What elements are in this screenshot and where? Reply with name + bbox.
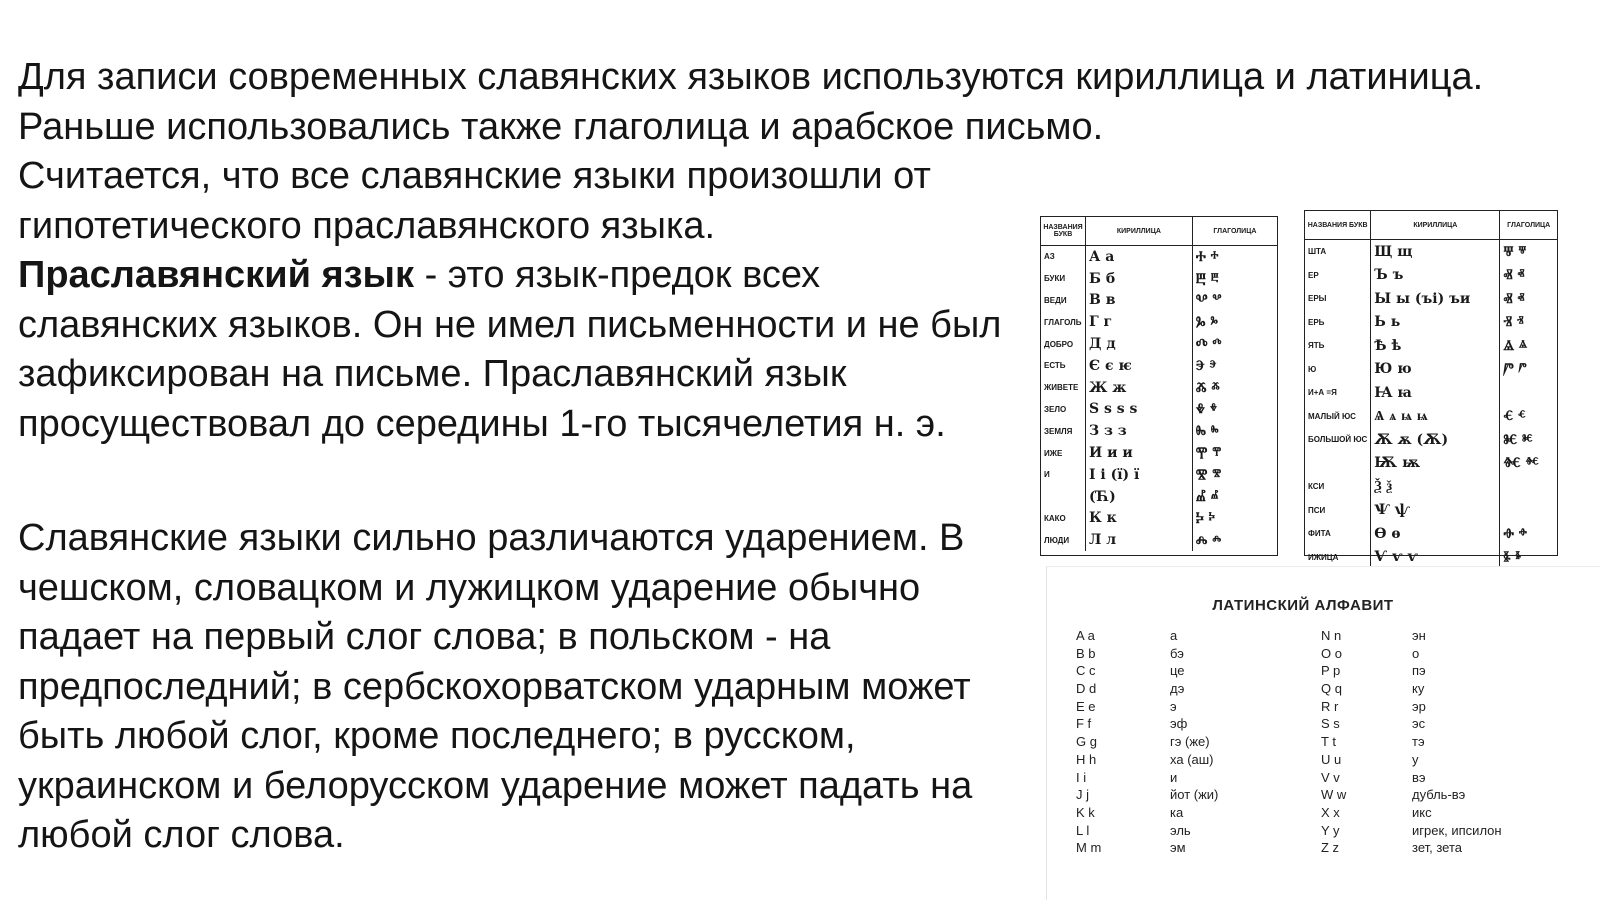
glagolitic-cell — [1500, 475, 1557, 499]
table-row — [1305, 452, 1557, 476]
letter-name-cell: ПСИ — [1305, 499, 1371, 523]
latin-letter: B b — [1076, 645, 1096, 661]
glagolitic-cell: Ⰶ ⰶ — [1195, 379, 1220, 396]
glagolitic-cell: Ⱔ ⱔ — [1503, 408, 1526, 425]
latin-letter-name: йот (жи) — [1170, 787, 1219, 803]
letter-name-cell: ЖИВЕТЕ — [1041, 377, 1086, 399]
table-row — [1305, 428, 1557, 452]
cyrillic-cell: (Ћ) — [1086, 486, 1193, 508]
cyrillic-cell: В в — [1086, 290, 1193, 312]
table-row — [1041, 268, 1277, 290]
latin-letter: D d — [1076, 681, 1097, 697]
latin-letter-name: вэ — [1412, 769, 1426, 785]
cyrillic-cell: З з з — [1086, 420, 1193, 442]
latin-letter-name: дэ — [1170, 681, 1185, 697]
latin-letter: T t — [1321, 734, 1336, 750]
letter-name-cell: ЕРЫ — [1305, 287, 1371, 311]
table-row — [1041, 442, 1277, 464]
letter-name-cell: ЕСТЬ — [1041, 355, 1086, 377]
latin-letter: J j — [1076, 787, 1089, 803]
latin-letter: V v — [1321, 769, 1340, 785]
latin-letter: R r — [1321, 698, 1339, 714]
cyrillic-cell: Ѕ ѕ ѕ ѕ — [1086, 399, 1193, 421]
cyrillic-cell: Ы ы (ъі) ъи — [1371, 287, 1500, 311]
table-row — [1041, 486, 1277, 508]
cyrillic-cell: Д д — [1086, 333, 1193, 355]
latin-letter: Q q — [1321, 681, 1342, 697]
table-row — [1305, 334, 1557, 358]
cyrillic-cell: Ь ь — [1371, 311, 1500, 335]
glagolitic-cell: Ⰽ ⰽ — [1195, 510, 1215, 527]
latin-letter: N n — [1321, 628, 1342, 643]
latin-letter: G g — [1076, 734, 1097, 750]
latin-letter: H h — [1076, 751, 1097, 767]
table-row — [1305, 499, 1557, 523]
latin-letter: M m — [1076, 840, 1102, 856]
table-row — [1305, 311, 1557, 335]
cyrillic-cell: Ꙗ ꙗ — [1371, 381, 1500, 405]
header-cyrillic: КИРИЛЛИЦА — [1086, 217, 1193, 246]
cyrillic-cell: Ѫ ѫ (Ѫ) — [1371, 428, 1500, 452]
cyrillic-cell: Ѧ ѧ ѩ ѩ — [1371, 405, 1500, 429]
letter-name-cell: ЕР — [1305, 264, 1371, 288]
latin-letter: L l — [1076, 822, 1090, 838]
letter-name-cell: ФИТА — [1305, 522, 1371, 546]
latin-letter: S s — [1321, 716, 1340, 732]
table-row — [1305, 287, 1557, 311]
latin-letter-name: эр — [1412, 698, 1426, 714]
table-row — [1041, 464, 1277, 486]
letter-name-cell: ИЖЕ — [1041, 442, 1086, 464]
latin-alphabet-title: ЛАТИНСКИЙ АЛФАВИТ — [1212, 597, 1394, 614]
letter-name-cell: ЕРЬ — [1305, 311, 1371, 335]
letter-name-cell: ГЛАГОЛЬ — [1041, 311, 1086, 333]
cyrillic-cell: Ѱ ѱ — [1371, 499, 1500, 523]
table-row — [1305, 240, 1557, 264]
letter-name-cell: БОЛЬШОЙ ЮС — [1305, 428, 1371, 452]
table-row — [1041, 399, 1277, 421]
latin-letter-name: ку — [1412, 681, 1425, 697]
latin-letter-name: эн — [1412, 628, 1426, 643]
glagolitic-cell: Ⰷ ⰷ — [1195, 401, 1217, 418]
letter-name-cell: Ю — [1305, 358, 1371, 382]
latin-letter: C c — [1076, 663, 1096, 679]
old-alphabet-table-1 — [1040, 216, 1278, 556]
glagolitic-cell: Ⱙ ⱙ — [1503, 455, 1539, 472]
cyrillic-cell: К к — [1086, 508, 1193, 530]
latin-letter-name: э — [1170, 698, 1177, 714]
latin-letters-right — [1321, 627, 1346, 857]
table-row — [1305, 405, 1557, 429]
header-letter-names: НАЗВАНИЯ БУКВ — [1305, 211, 1371, 240]
header-glagolitic: ГЛАГОЛИЦА — [1500, 211, 1557, 240]
letter-name-cell: КАКО — [1041, 508, 1086, 530]
latin-letter: X x — [1321, 804, 1340, 820]
letter-name-cell: И+А =Я — [1305, 381, 1371, 405]
table-row — [1305, 381, 1557, 405]
latin-letter-name: дубль-вэ — [1412, 787, 1466, 803]
glagolitic-cell: Ⰸ ⰸ — [1195, 423, 1219, 440]
latin-letter-name: а — [1170, 628, 1178, 643]
header-letter-names: НАЗВАНИЯ БУКВ — [1041, 217, 1086, 246]
glagolitic-cell: Ⱓ ⱓ — [1503, 361, 1527, 378]
glagolitic-cell: Ⰼ ⰼ — [1195, 488, 1219, 505]
cyrillic-cell: Б б — [1086, 268, 1193, 290]
glagolitic-cell: Ⰰ ⰰ — [1195, 248, 1219, 265]
table-row — [1305, 264, 1557, 288]
glagolitic-cell: Ⱛ ⱛ — [1503, 549, 1521, 566]
glagolitic-cell: Ⰺ ⰺ — [1195, 466, 1222, 483]
table-row — [1305, 522, 1557, 546]
cyrillic-cell: Ъ ъ — [1371, 264, 1500, 288]
glagolitic-cell: Ⰱ ⰱ — [1195, 270, 1219, 287]
table-row — [1041, 508, 1277, 530]
cyrillic-cell: Г г — [1086, 311, 1193, 333]
letter-name-cell — [1305, 452, 1371, 476]
letter-name-cell: БУКИ — [1041, 268, 1086, 290]
latin-letter-name: гэ (же) — [1170, 734, 1210, 750]
latin-letter: Z z — [1321, 840, 1340, 856]
table-row — [1041, 246, 1277, 268]
latin-letter-name: пэ — [1412, 663, 1426, 679]
latin-letter-name: ха (аш) — [1170, 751, 1214, 767]
letter-name-cell: ЛЮДИ — [1041, 529, 1086, 551]
latin-letter: I i — [1076, 769, 1087, 785]
cyrillic-cell: И и и — [1086, 442, 1193, 464]
cyrillic-cell: А а — [1086, 246, 1193, 268]
header-glagolitic: ГЛАГОЛИЦА — [1192, 217, 1277, 246]
glagolitic-cell: Ⱐ ⱐ — [1503, 314, 1524, 331]
latin-letter-name: о — [1412, 645, 1420, 661]
glagolitic-cell: Ⰴ ⰴ — [1195, 336, 1222, 353]
cyrillic-cell: Ѭ ѭ — [1371, 452, 1500, 476]
latin-letter-name: ка — [1170, 804, 1184, 820]
glagolitic-cell: Ⱚ ⱚ — [1503, 525, 1527, 542]
cyrillic-cell: Ѳ ѳ — [1371, 522, 1500, 546]
latin-letter-name: икс — [1412, 804, 1432, 820]
latin-letter-name: и — [1170, 769, 1178, 785]
cyrillic-cell: Є є ѥ — [1086, 355, 1193, 377]
latin-letter-name: эф — [1170, 716, 1188, 732]
glagolitic-cell — [1500, 381, 1557, 405]
latin-letter-name: у — [1412, 751, 1419, 767]
letter-name-cell: АЗ — [1041, 246, 1086, 268]
latin-letter: P p — [1321, 663, 1341, 679]
header-cyrillic: КИРИЛЛИЦА — [1371, 211, 1500, 240]
letter-name-cell: ИЖИЦА — [1305, 546, 1371, 570]
glagolitic-cell: Ⰾ ⰾ — [1195, 532, 1222, 549]
table-row — [1041, 333, 1277, 355]
latin-letter-name: бэ — [1170, 645, 1184, 661]
latin-names-right — [1412, 627, 1502, 857]
paragraph-protoslavic-part2: - это язык-предок всех славянских языков. Он не имел письменности и не был зафиксирован на письме. Праславянский язык просуществовал до середины 1-го тысячелетия н. э. — [18, 254, 1002, 445]
latin-letter-name: эль — [1170, 822, 1191, 838]
glagolitic-cell: Ⱏ ⱏ — [1503, 267, 1525, 284]
glagolitic-cell — [1500, 499, 1557, 523]
letter-name-cell — [1041, 486, 1086, 508]
latin-letter-name: игрек, ипсилон — [1412, 822, 1502, 838]
paragraph-protoslavic — [18, 152, 1028, 449]
glagolitic-cell: Ⰲ ⰲ — [1195, 292, 1222, 309]
latin-letter-name: эс — [1412, 716, 1426, 732]
glagolitic-cell: Ⱋ ⱋ — [1503, 243, 1527, 260]
latin-letter: E e — [1076, 698, 1096, 714]
letter-name-cell: МАЛЫЙ ЮС — [1305, 405, 1371, 429]
latin-letters-left — [1076, 627, 1101, 857]
latin-letter: K k — [1076, 804, 1095, 820]
cyrillic-cell: Ю ю — [1371, 358, 1500, 382]
letter-name-cell: И — [1041, 464, 1086, 486]
latin-letter-name: эм — [1170, 840, 1186, 856]
table-row — [1041, 377, 1277, 399]
letter-name-cell: ДОБРО — [1041, 333, 1086, 355]
glagolitic-cell: Ⱏ ⱏ — [1503, 290, 1525, 307]
latin-letter: Y y — [1321, 822, 1340, 838]
cyrillic-cell: Ж ж — [1086, 377, 1193, 399]
cyrillic-cell: Щ щ — [1371, 240, 1500, 264]
old-alphabet-table-2 — [1304, 210, 1558, 566]
glagolitic-cell: Ⰳ ⰳ — [1195, 314, 1218, 331]
latin-letter: O o — [1321, 645, 1342, 661]
cyrillic-cell: Ѵ ѵ ѵ — [1371, 546, 1500, 570]
latin-names-left — [1170, 627, 1218, 857]
paragraph-stress: Славянские языки сильно различаются ударением. В чешском, словацком и лужицком ударение обычно падает на первый слог слова; в польском - на предпоследний; в сербскохорватском ударным может быть любой слог, кроме последнего; в русском, украинском и белорусском ударение может падать на любой слог слова. — [18, 517, 973, 856]
cyrillic-cell: Ѣ ѣ — [1371, 334, 1500, 358]
glagolitic-cell: Ⰵ ⰵ — [1195, 357, 1217, 374]
latin-letter-name: зет, зета — [1412, 840, 1463, 856]
latin-letter: A a — [1076, 628, 1095, 643]
table-row — [1305, 358, 1557, 382]
latin-alphabet-panel — [1046, 566, 1600, 900]
table-row — [1305, 475, 1557, 499]
paragraph-protoslavic-part1: Считается, что все славянские языки произошли от гипотетического праславянского языка. — [18, 155, 931, 247]
latin-letter: W w — [1321, 787, 1347, 803]
latin-letter-name: тэ — [1412, 734, 1425, 750]
table-row — [1041, 355, 1277, 377]
glagolitic-cell: Ⱘ ⱘ — [1503, 431, 1533, 448]
glagolitic-cell: Ⱑ ⱑ — [1503, 337, 1528, 354]
paragraph-intro: Для записи современных славянских языков используются кириллица и латиница. Раньше использовались также глаголица и арабское письмо. — [18, 56, 1484, 148]
latin-letter: F f — [1076, 716, 1092, 732]
latin-letter: U u — [1321, 751, 1342, 767]
glagolitic-cell: Ⰹ ⰹ — [1195, 445, 1222, 462]
table-row — [1041, 290, 1277, 312]
letter-name-cell: ШТА — [1305, 240, 1371, 264]
cyrillic-cell: Л л — [1086, 529, 1193, 551]
letter-name-cell: ЯТЬ — [1305, 334, 1371, 358]
letter-name-cell: ЗЕЛО — [1041, 399, 1086, 421]
letter-name-cell: ВЕДИ — [1041, 290, 1086, 312]
letter-name-cell: ЗЕМЛЯ — [1041, 420, 1086, 442]
latin-letter-name: це — [1170, 663, 1185, 679]
cyrillic-cell: І і (ї) ї — [1086, 464, 1193, 486]
cyrillic-cell: Ѯ ѯ — [1371, 475, 1500, 499]
table-row — [1041, 311, 1277, 333]
letter-name-cell: КСИ — [1305, 475, 1371, 499]
table-row — [1041, 529, 1277, 551]
table-row — [1041, 420, 1277, 442]
term-protoslavic: Праславянский язык — [18, 254, 415, 296]
